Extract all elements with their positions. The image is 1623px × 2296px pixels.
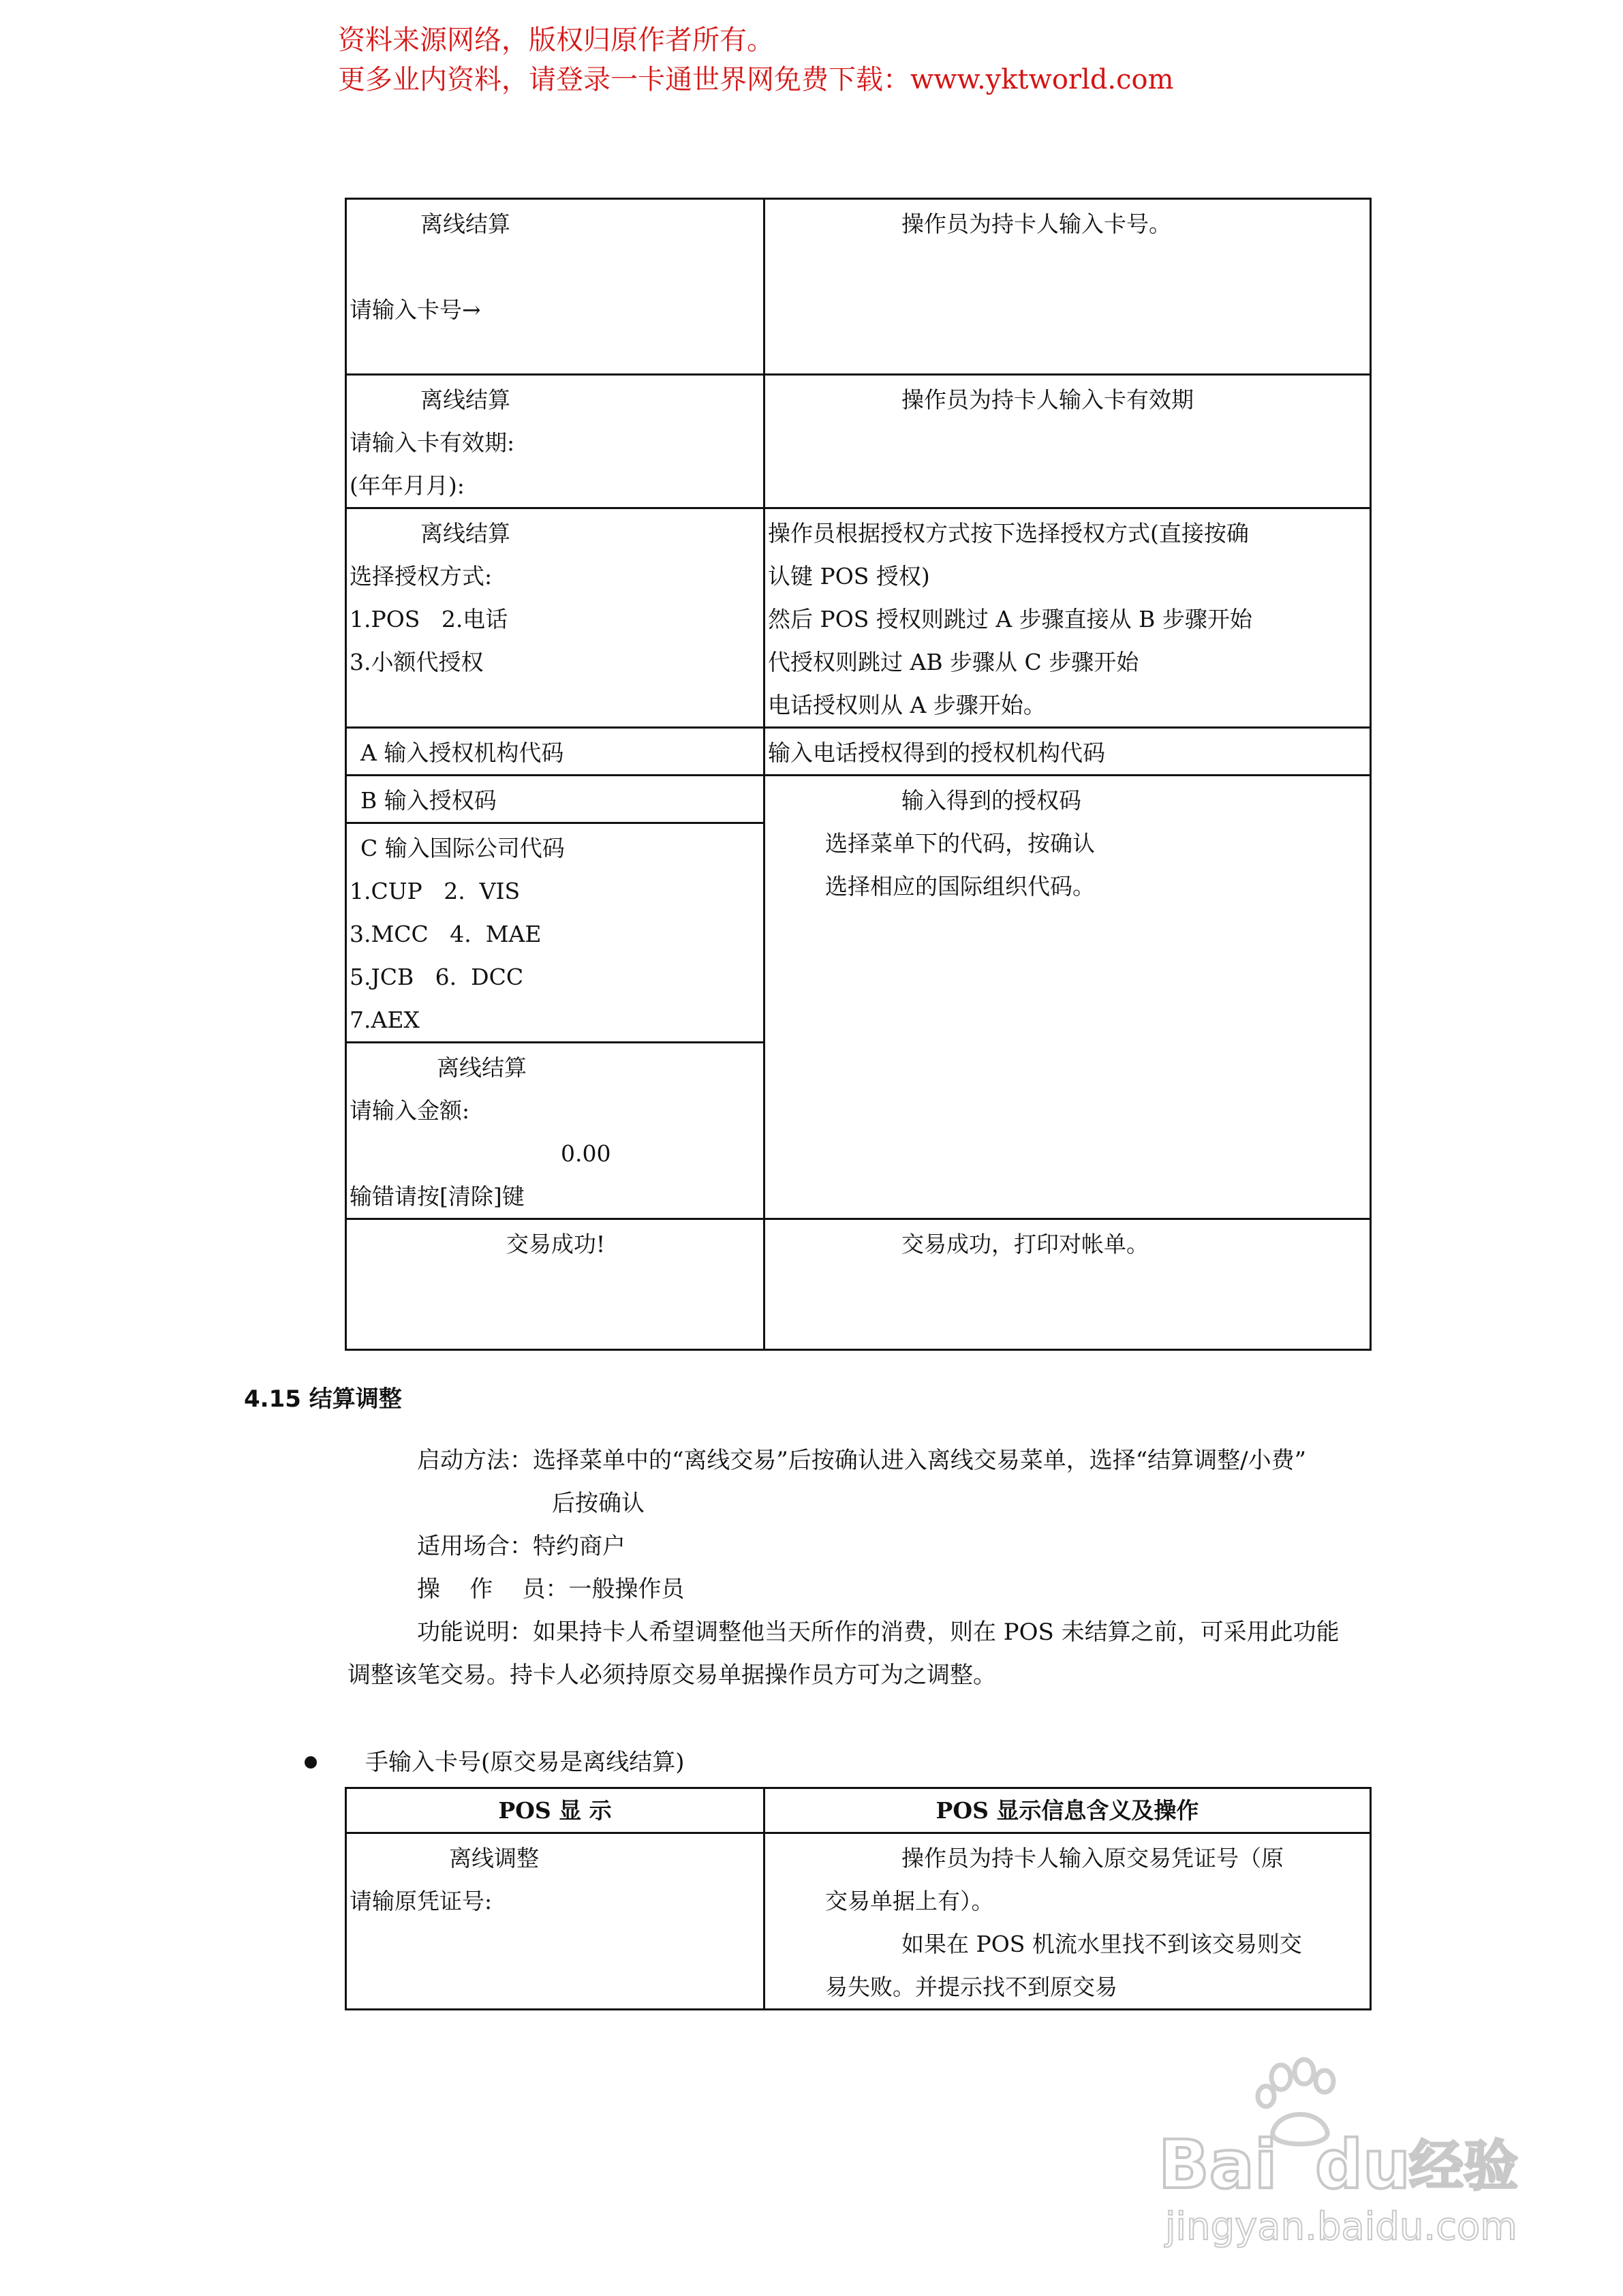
table-header-row	[346, 1788, 1371, 1833]
description-text: 操作员为持卡人输入卡号。	[901, 211, 1171, 237]
option-text: 1.CUP 2. VIS	[350, 878, 521, 904]
description-text: 选择相应的国际组织代码。	[825, 873, 1095, 900]
paragraph-line: 适用场合：特约商户	[417, 1533, 625, 1560]
description-text: 操作员为持卡人输入原交易凭证号（原	[901, 1845, 1284, 1871]
notice-line-1: 资料来源网络，版权归原作者所有。	[338, 25, 774, 56]
description-text: 代授权则跳过 AB 步骤从 C 步骤开始	[768, 649, 1139, 675]
screen-title: 离线结算	[420, 386, 510, 413]
description-text: 操作员根据授权方式按下选择授权方式(直接按确	[768, 520, 1249, 547]
column-header-description: POS 显示信息含义及操作	[764, 1788, 1371, 1833]
table-row	[346, 199, 1371, 375]
pos-display-cell	[346, 508, 764, 728]
watermark-jingyan: 经验	[1409, 2134, 1518, 2198]
hint-text: 输错请按[清除]键	[350, 1183, 525, 1210]
watermark-url: jingyan.baidu.com	[1165, 2205, 1517, 2249]
amount-value: 0.00	[561, 1140, 611, 1167]
description-text: 交易成功，打印对帐单。	[901, 1231, 1149, 1257]
option-text: 5.JCB 6. DCC	[350, 964, 524, 990]
table-row	[346, 508, 1371, 728]
description-text: 选择菜单下的代码，按确认	[825, 830, 1095, 857]
prompt-text: 请输入卡号→	[350, 296, 481, 323]
screen-title: 离线结算	[420, 520, 510, 547]
description-text: 操作员为持卡人输入卡有效期	[901, 386, 1194, 413]
pos-display-cell	[346, 1043, 764, 1219]
prompt-text: 请输原凭证号:	[350, 1888, 493, 1914]
table-row	[346, 375, 1371, 508]
paragraph-line: 功能说明：如果持卡人希望调整他当天所作的消费，则在 POS 未结算之前，可采用此功能	[417, 1619, 1340, 1646]
pos-display-cell	[346, 728, 764, 776]
prompt-text: 请输入金额:	[350, 1097, 470, 1124]
description-cell	[764, 1219, 1371, 1350]
screen-title: 离线结算	[437, 1054, 527, 1081]
step-label: A 输入授权机构代码	[360, 739, 564, 766]
pos-display-cell	[346, 1833, 764, 2010]
description-text: 输入得到的授权码	[901, 787, 1081, 814]
pos-display-cell	[346, 823, 764, 1043]
pos-display-cell	[346, 375, 764, 508]
prompt-text: 请输入卡有效期:	[350, 429, 515, 456]
table-row	[346, 1833, 1371, 2010]
option-text: 1.POS 2.电话	[350, 606, 508, 632]
description-cell	[764, 728, 1371, 776]
pos-display-cell	[346, 199, 764, 375]
paragraph-line: 启动方法：选择菜单中的“离线交易”后按确认进入离线交易菜单，选择“结算调整/小费”	[417, 1447, 1306, 1474]
prompt-text: (年年月月):	[350, 472, 465, 499]
table-row	[346, 1219, 1371, 1350]
copyright-notice	[338, 20, 1174, 100]
prompt-text: 选择授权方式:	[350, 563, 493, 590]
description-cell	[764, 375, 1371, 508]
success-message: 交易成功!	[506, 1231, 606, 1257]
watermark-brand-2: du	[1315, 2126, 1410, 2204]
table-row	[346, 776, 1371, 823]
offline-settlement-table	[345, 198, 1372, 1351]
table-row	[346, 728, 1371, 776]
description-text: 输入电话授权得到的授权机构代码	[768, 739, 1105, 766]
description-text: 如果在 POS 机流水里找不到该交易则交	[901, 1931, 1302, 1957]
pos-display-cell	[346, 1219, 764, 1350]
description-text: 认键 POS 授权)	[768, 563, 930, 590]
option-text: 3.小额代授权	[350, 649, 484, 675]
screen-title: 离线调整	[449, 1845, 539, 1871]
description-cell	[764, 508, 1371, 728]
column-header-pos-display: POS 显 示	[346, 1788, 764, 1833]
description-text: 易失败。并提示找不到原交易	[825, 1974, 1117, 2000]
description-text: 电话授权则从 A 步骤开始。	[768, 692, 1046, 718]
bullet-text: 手输入卡号(原交易是离线结算)	[365, 1749, 685, 1776]
baidu-jingyan-watermark	[1151, 2051, 1533, 2256]
screen-title: 离线结算	[420, 211, 510, 237]
description-text: 交易单据上有）。	[825, 1888, 994, 1914]
bullet-dot	[305, 1756, 317, 1769]
paragraph-line: 调整该笔交易。持卡人必须持原交易单据操作员方可为之调整。	[347, 1662, 996, 1689]
pos-display-cell	[346, 776, 764, 823]
description-cell	[764, 199, 1371, 375]
option-text: 7.AEX	[350, 1007, 420, 1033]
offline-adjust-table	[345, 1787, 1372, 2010]
description-cell	[764, 776, 1371, 1219]
notice-line-2: 更多业内资料，请登录一卡通世界网免费下载：www.yktworld.com	[338, 64, 1174, 95]
blank-line	[350, 245, 762, 288]
step-label: C 输入国际公司代码	[360, 835, 565, 861]
step-label: B 输入授权码	[360, 787, 497, 814]
section-title: 4.15 结算调整	[244, 1386, 402, 1413]
watermark-brand: Bai	[1158, 2126, 1278, 2204]
paragraph-line: 操 作 员：一般操作员	[417, 1576, 685, 1603]
option-text: 3.MCC 4. MAE	[350, 921, 542, 947]
description-text: 然后 POS 授权则跳过 A 步骤直接从 B 步骤开始	[768, 606, 1252, 632]
paragraph-line: 后按确认	[552, 1490, 645, 1517]
description-cell	[764, 1833, 1371, 2010]
